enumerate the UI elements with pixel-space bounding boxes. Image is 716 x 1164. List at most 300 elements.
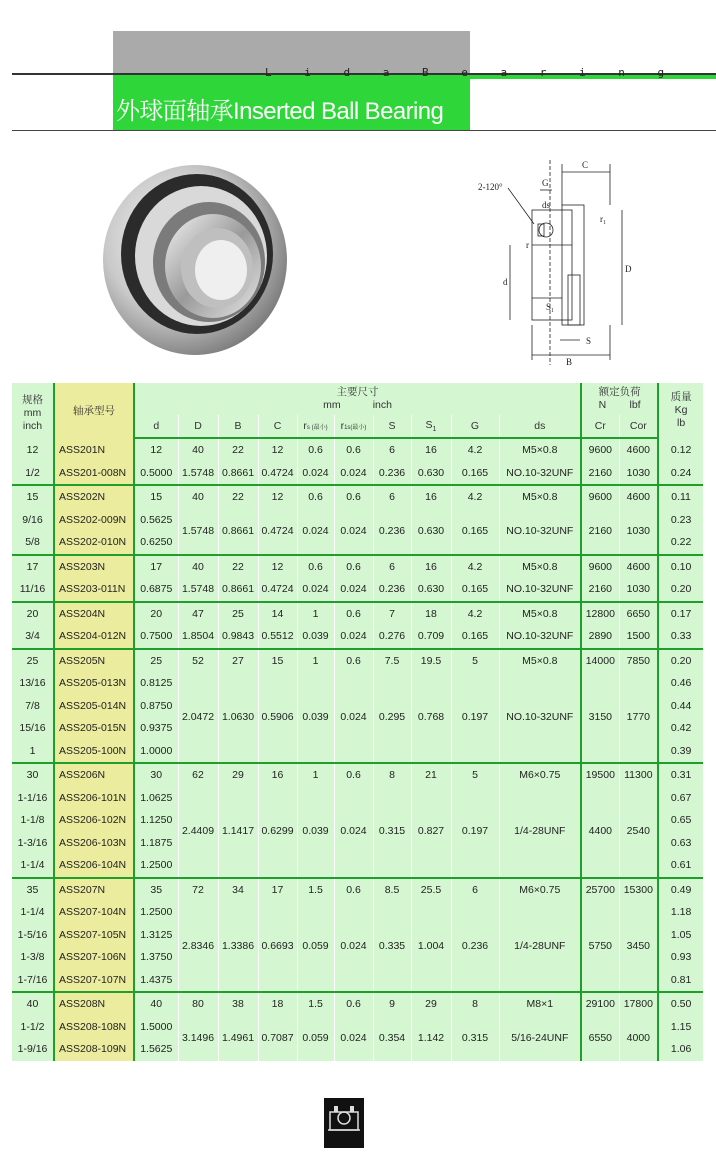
cell-r1s: 0.024	[334, 1016, 373, 1061]
mass-label: 质量	[670, 391, 692, 403]
cell-models: ASS206-104N	[54, 854, 134, 878]
cell-Cor: 15300	[619, 878, 658, 902]
cell-D: 1.8504	[178, 625, 218, 649]
cell-S1: 1.142	[411, 1016, 451, 1061]
cell-S: 7	[373, 602, 411, 626]
cell-G: 0.165	[451, 625, 499, 649]
cell-G: 0.165	[451, 462, 499, 486]
cell-D: 2.0472	[178, 672, 218, 763]
cell-G: 4.2	[451, 555, 499, 579]
cell-G: 0.165	[451, 578, 499, 602]
cell-D: 3.1496	[178, 1016, 218, 1061]
header-rule-bottom	[12, 130, 716, 131]
cell-r1s: 0.6	[334, 992, 373, 1016]
cell-rs: 1	[297, 649, 334, 673]
cell-sizes: 1-3/8	[12, 946, 54, 969]
cell-S1: 29	[411, 992, 451, 1016]
cell-S1: 1.004	[411, 901, 451, 992]
cell-sizes: 15	[12, 485, 54, 509]
cell-ds: NO.10-32UNF	[499, 672, 581, 763]
cell-models: ASS201N	[54, 438, 134, 462]
cell-S: 6	[373, 438, 411, 462]
cell-d: 1.4375	[134, 969, 178, 993]
cell-Cr: 9600	[581, 438, 619, 462]
load-units	[582, 399, 657, 412]
dims-inch-label: inch	[372, 399, 392, 411]
cell-models: ASS206-103N	[54, 832, 134, 855]
cell-B: 1.3386	[218, 901, 258, 992]
cell-C: 14	[258, 602, 297, 626]
col-C-head: C	[258, 415, 297, 438]
col-r1s-head	[334, 415, 373, 438]
cell-mass: 0.44	[658, 695, 703, 718]
cell-models: ASS202-010N	[54, 531, 134, 555]
cell-S1: 25.5	[411, 878, 451, 902]
cell-mass: 0.46	[658, 672, 703, 695]
cell-r1s: 0.024	[334, 578, 373, 602]
label-b: B	[566, 357, 573, 367]
cell-sizes: 35	[12, 878, 54, 902]
s1-sub: 1	[432, 426, 437, 434]
cell-G: 0.315	[451, 1016, 499, 1061]
cell-G: 8	[451, 992, 499, 1016]
cell-S1: 0.630	[411, 509, 451, 555]
cell-models: ASS208-109N	[54, 1038, 134, 1061]
table-row	[12, 625, 703, 649]
cell-r1s: 0.6	[334, 763, 373, 787]
cell-Cor: 4600	[619, 438, 658, 462]
cell-sizes: 13/16	[12, 672, 54, 695]
col-S1-head	[411, 415, 451, 438]
cell-d: 20	[134, 602, 178, 626]
cell-G: 4.2	[451, 485, 499, 509]
cell-ds: NO.10-32UNF	[499, 462, 581, 486]
size-head-label: 规格	[22, 394, 43, 406]
cell-r1s: 0.024	[334, 509, 373, 555]
cell-ds: NO.10-32UNF	[499, 625, 581, 649]
cell-ds: M5×0.8	[499, 555, 581, 579]
cell-Cor: 4600	[619, 485, 658, 509]
cell-sizes: 1-1/4	[12, 901, 54, 924]
cell-Cr: 9600	[581, 555, 619, 579]
cell-sizes: 1-7/16	[12, 969, 54, 993]
cell-Cor: 4000	[619, 1016, 658, 1061]
cell-Cr: 2890	[581, 625, 619, 649]
cell-C: 0.4724	[258, 462, 297, 486]
table-row	[12, 462, 703, 486]
cell-mass: 0.63	[658, 832, 703, 855]
cell-mass: 1.18	[658, 901, 703, 924]
cell-d: 1.2500	[134, 901, 178, 924]
cell-sizes: 3/4	[12, 625, 54, 649]
label-c: C	[582, 160, 589, 170]
cell-rs: 0.6	[297, 555, 334, 579]
cell-sizes: 25	[12, 649, 54, 673]
bearing-photo	[95, 150, 305, 375]
cell-C: 12	[258, 485, 297, 509]
cell-models: ASS203-011N	[54, 578, 134, 602]
model-head-label: 轴承型号	[73, 405, 115, 417]
cell-S1: 0.709	[411, 625, 451, 649]
cell-D: 80	[178, 992, 218, 1016]
cell-Cr: 2160	[581, 462, 619, 486]
cell-d: 0.6250	[134, 531, 178, 555]
cell-mass: 1.06	[658, 1038, 703, 1061]
cell-r1s: 0.6	[334, 555, 373, 579]
cell-B: 22	[218, 438, 258, 462]
label-r: r	[526, 240, 529, 250]
cell-models: ASS205-015N	[54, 717, 134, 740]
cell-models: ASS205-013N	[54, 672, 134, 695]
cell-B: 22	[218, 485, 258, 509]
cell-r1s: 0.6	[334, 602, 373, 626]
cell-models: ASS205-100N	[54, 740, 134, 764]
cell-S: 0.295	[373, 672, 411, 763]
cell-mass: 0.20	[658, 649, 703, 673]
cell-d: 0.9375	[134, 717, 178, 740]
cell-D: 62	[178, 763, 218, 787]
label-d: d	[503, 277, 508, 287]
spec-table-body	[12, 438, 703, 1061]
cell-G: 4.2	[451, 602, 499, 626]
load-rating-label: 额定负荷	[598, 386, 641, 398]
table-row	[12, 602, 703, 626]
cell-sizes: 20	[12, 602, 54, 626]
table-row	[12, 787, 703, 810]
cell-sizes: 1-1/16	[12, 787, 54, 810]
r1s-label: r	[340, 420, 345, 432]
main-dims-units	[135, 399, 580, 412]
cell-D: 72	[178, 878, 218, 902]
cell-S1: 0.630	[411, 462, 451, 486]
cell-Cr: 25700	[581, 878, 619, 902]
cell-d: 1.3750	[134, 946, 178, 969]
cell-models: ASS202N	[54, 485, 134, 509]
col-B-head: B	[218, 415, 258, 438]
cell-models: ASS206N	[54, 763, 134, 787]
cell-models: ASS203N	[54, 555, 134, 579]
cell-models: ASS205N	[54, 649, 134, 673]
cell-mass: 0.20	[658, 578, 703, 602]
cell-rs: 0.6	[297, 438, 334, 462]
cell-C: 15	[258, 649, 297, 673]
col-Cr-head: Cr	[581, 415, 619, 438]
cell-rs: 0.6	[297, 485, 334, 509]
cell-d: 40	[134, 992, 178, 1016]
mass-lb-label: lb	[676, 417, 686, 429]
table-row	[12, 1016, 703, 1039]
table-row	[12, 672, 703, 695]
cell-B: 34	[218, 878, 258, 902]
cell-Cr: 29100	[581, 992, 619, 1016]
rs-label: r	[303, 420, 307, 432]
cell-mass: 0.11	[658, 485, 703, 509]
cell-rs: 1.5	[297, 992, 334, 1016]
cell-ds: M8×1	[499, 992, 581, 1016]
cell-S1: 0.630	[411, 578, 451, 602]
cell-Cr: 4400	[581, 787, 619, 878]
main-dims-label: 主要尺寸	[336, 386, 379, 398]
cell-S: 6	[373, 555, 411, 579]
cell-rs: 0.059	[297, 1016, 334, 1061]
cell-models: ASS206-101N	[54, 787, 134, 810]
cell-S1: 16	[411, 438, 451, 462]
cell-d: 17	[134, 555, 178, 579]
cell-D: 40	[178, 438, 218, 462]
cell-rs: 0.039	[297, 787, 334, 878]
cell-d: 35	[134, 878, 178, 902]
cell-models: ASS207-105N	[54, 924, 134, 947]
cell-mass: 0.42	[658, 717, 703, 740]
col-Cor-head: Cor	[619, 415, 658, 438]
cell-G: 4.2	[451, 438, 499, 462]
cell-G: 0.165	[451, 509, 499, 555]
cell-Cor: 3450	[619, 901, 658, 992]
cell-S1: 19.5	[411, 649, 451, 673]
load-rating-head	[581, 383, 658, 415]
cell-models: ASS204-012N	[54, 625, 134, 649]
cell-B: 27	[218, 649, 258, 673]
mass-head	[658, 383, 703, 438]
cell-G: 5	[451, 763, 499, 787]
cell-models: ASS207-104N	[54, 901, 134, 924]
cell-d: 25	[134, 649, 178, 673]
cell-d: 1.2500	[134, 854, 178, 878]
cell-rs: 1.5	[297, 878, 334, 902]
cell-sizes: 17	[12, 555, 54, 579]
cell-sizes: 11/16	[12, 578, 54, 602]
cell-rs: 0.024	[297, 509, 334, 555]
cell-sizes: 1/2	[12, 462, 54, 486]
cell-d: 1.3125	[134, 924, 178, 947]
cell-ds: M6×0.75	[499, 763, 581, 787]
cell-sizes: 40	[12, 992, 54, 1016]
cell-sizes: 1-1/2	[12, 1016, 54, 1039]
cell-d: 1.1875	[134, 832, 178, 855]
cell-models: ASS207-106N	[54, 946, 134, 969]
cell-S: 0.315	[373, 787, 411, 878]
cell-r1s: 0.024	[334, 625, 373, 649]
cell-S: 0.236	[373, 509, 411, 555]
cell-D: 47	[178, 602, 218, 626]
cell-S: 6	[373, 485, 411, 509]
bearing-drawing	[470, 150, 660, 375]
cell-Cr: 3150	[581, 672, 619, 763]
cell-sizes: 9/16	[12, 509, 54, 532]
cell-d: 30	[134, 763, 178, 787]
cell-d: 1.0625	[134, 787, 178, 810]
cell-C: 0.7087	[258, 1016, 297, 1061]
cell-d: 0.7500	[134, 625, 178, 649]
cell-B: 0.9843	[218, 625, 258, 649]
cell-mass: 0.10	[658, 555, 703, 579]
cell-mass: 1.05	[658, 924, 703, 947]
cell-S: 7.5	[373, 649, 411, 673]
cell-Cor: 1500	[619, 625, 658, 649]
mass-kg-label: Kg	[674, 404, 688, 416]
cell-r1s: 0.024	[334, 901, 373, 992]
table-row	[12, 578, 703, 602]
cell-sizes: 1	[12, 740, 54, 764]
label-ds: ds	[542, 200, 551, 210]
col-D-head: D	[178, 415, 218, 438]
cell-S: 9	[373, 992, 411, 1016]
label-r1: r₁	[600, 214, 607, 224]
cell-Cr: 2160	[581, 578, 619, 602]
cell-D: 1.5748	[178, 462, 218, 486]
cell-Cor: 1030	[619, 462, 658, 486]
cell-C: 17	[258, 878, 297, 902]
cell-D: 40	[178, 485, 218, 509]
cell-models: ASS206-102N	[54, 809, 134, 832]
cell-mass: 0.31	[658, 763, 703, 787]
cell-rs: 0.024	[297, 462, 334, 486]
cell-D: 2.8346	[178, 901, 218, 992]
brand-name: L i d a B e a r i n g	[265, 66, 678, 79]
cell-S: 8	[373, 763, 411, 787]
cell-d: 0.6875	[134, 578, 178, 602]
cell-C: 12	[258, 438, 297, 462]
cell-D: 40	[178, 555, 218, 579]
cell-d: 1.0000	[134, 740, 178, 764]
size-head-mm: mm	[23, 407, 42, 419]
col-model-head	[54, 383, 134, 438]
cell-B: 22	[218, 555, 258, 579]
cell-rs: 0.039	[297, 625, 334, 649]
cell-r1s: 0.6	[334, 485, 373, 509]
cell-d: 1.5000	[134, 1016, 178, 1039]
cell-r1s: 0.024	[334, 787, 373, 878]
cell-mass: 0.39	[658, 740, 703, 764]
cell-S1: 0.768	[411, 672, 451, 763]
cell-ds: NO.10-32UNF	[499, 578, 581, 602]
cell-C: 0.6299	[258, 787, 297, 878]
table-row	[12, 555, 703, 579]
cell-Cor: 11300	[619, 763, 658, 787]
cell-d: 1.5625	[134, 1038, 178, 1061]
cell-rs: 0.059	[297, 901, 334, 992]
table-row	[12, 878, 703, 902]
cell-d: 15	[134, 485, 178, 509]
table-row	[12, 901, 703, 924]
cell-B: 0.8661	[218, 509, 258, 555]
main-dims-head	[134, 383, 581, 415]
cell-r1s: 0.024	[334, 462, 373, 486]
cell-d: 1.1250	[134, 809, 178, 832]
cell-D: 52	[178, 649, 218, 673]
r1s-sub: 1s(最小)	[344, 425, 367, 431]
table-row	[12, 509, 703, 532]
cell-sizes: 15/16	[12, 717, 54, 740]
table-row	[12, 485, 703, 509]
cell-S: 0.354	[373, 1016, 411, 1061]
cell-d: 0.8125	[134, 672, 178, 695]
cell-B: 1.0630	[218, 672, 258, 763]
cell-Cr: 12800	[581, 602, 619, 626]
cell-Cr: 19500	[581, 763, 619, 787]
cell-ds: 5/16-24UNF	[499, 1016, 581, 1061]
cell-B: 1.4961	[218, 1016, 258, 1061]
cell-r1s: 0.6	[334, 878, 373, 902]
cell-rs: 0.039	[297, 672, 334, 763]
cell-d: 0.5000	[134, 462, 178, 486]
col-rs-head	[297, 415, 334, 438]
cell-C: 0.5906	[258, 672, 297, 763]
cell-sizes: 1-5/16	[12, 924, 54, 947]
col-size-head	[12, 383, 54, 438]
rs-sub: s (最小)	[306, 425, 328, 431]
table-row	[12, 763, 703, 787]
cell-C: 12	[258, 555, 297, 579]
cell-C: 16	[258, 763, 297, 787]
cell-S: 0.276	[373, 625, 411, 649]
cell-sizes: 12	[12, 438, 54, 462]
col-S-head: S	[373, 415, 411, 438]
cell-sizes: 1-1/4	[12, 854, 54, 878]
cell-mass: 0.65	[658, 809, 703, 832]
label-D: D	[625, 264, 632, 274]
table-row	[12, 438, 703, 462]
cell-sizes: 5/8	[12, 531, 54, 555]
cell-mass: 0.49	[658, 878, 703, 902]
cell-Cor: 1030	[619, 509, 658, 555]
cell-mass: 0.24	[658, 462, 703, 486]
cell-r1s: 0.6	[334, 438, 373, 462]
cell-rs: 0.024	[297, 578, 334, 602]
cell-mass: 0.33	[658, 625, 703, 649]
cell-d: 0.8750	[134, 695, 178, 718]
cell-mass: 0.22	[658, 531, 703, 555]
col-G-head: G	[451, 415, 499, 438]
cell-C: 0.5512	[258, 625, 297, 649]
cell-models: ASS205-014N	[54, 695, 134, 718]
cell-Cr: 2160	[581, 509, 619, 555]
cell-r1s: 0.024	[334, 672, 373, 763]
load-n-label: N	[598, 399, 607, 411]
cell-Cor: 17800	[619, 992, 658, 1016]
cell-B: 1.1417	[218, 787, 258, 878]
cell-D: 1.5748	[178, 509, 218, 555]
cell-models: ASS207N	[54, 878, 134, 902]
cell-C: 0.4724	[258, 578, 297, 602]
cell-D: 1.5748	[178, 578, 218, 602]
cell-S1: 18	[411, 602, 451, 626]
cell-Cor: 1770	[619, 672, 658, 763]
cell-B: 0.8661	[218, 578, 258, 602]
cell-ds: 1/4-28UNF	[499, 787, 581, 878]
cell-r1s: 0.6	[334, 649, 373, 673]
cell-mass: 0.17	[658, 602, 703, 626]
cell-ds: M5×0.8	[499, 649, 581, 673]
label-s1: S₁	[546, 302, 555, 312]
cell-ds: M5×0.8	[499, 485, 581, 509]
cell-Cor: 6650	[619, 602, 658, 626]
page-title: 外球面轴承Inserted Ball Bearing	[116, 98, 444, 125]
cell-mass: 0.12	[658, 438, 703, 462]
cell-mass: 0.67	[658, 787, 703, 810]
cell-Cr: 14000	[581, 649, 619, 673]
cell-G: 0.197	[451, 787, 499, 878]
bearing-housing-icon	[324, 1098, 364, 1148]
cell-models: ASS204N	[54, 602, 134, 626]
cell-S1: 0.827	[411, 787, 451, 878]
cell-S1: 21	[411, 763, 451, 787]
cell-G: 0.197	[451, 672, 499, 763]
col-d-head: d	[134, 415, 178, 438]
cell-sizes: 7/8	[12, 695, 54, 718]
s1-label: S	[425, 418, 433, 431]
cell-C: 0.4724	[258, 509, 297, 555]
